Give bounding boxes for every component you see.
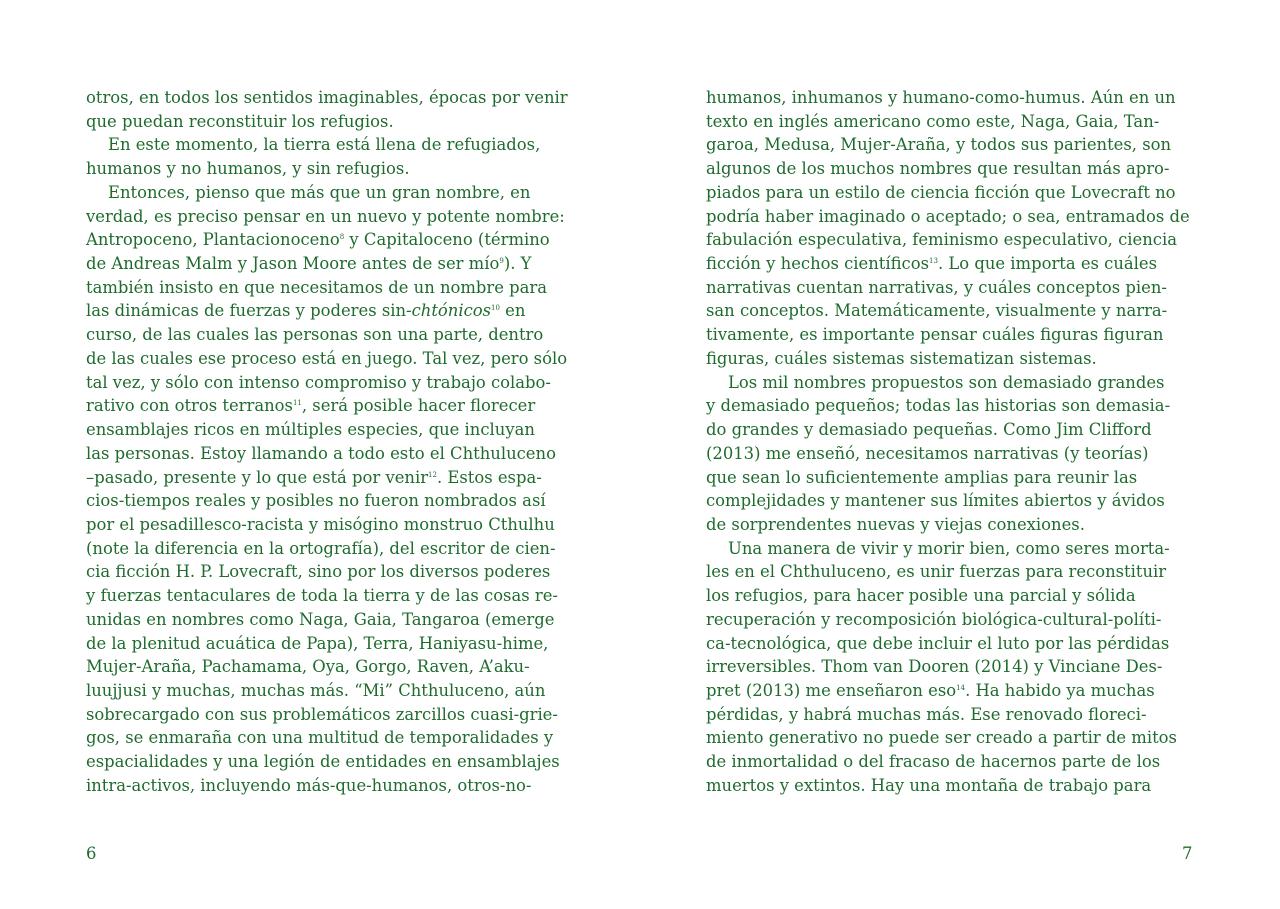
- text-line: En este momento, la tierra está llena de refugiados,: [108, 135, 541, 155]
- text-line: luujjusi y muchas, muchas más. “Mi” Chthuluceno, aún: [86, 680, 546, 700]
- text-line: tivamente, es importante pensar cuáles figuras figuran: [706, 325, 1164, 345]
- text-run: rativo con otros terranos: [86, 396, 293, 416]
- left-page-body: [86, 86, 576, 798]
- text-line: cios-tiempos reales y posibles no fueron nombrados así: [86, 491, 546, 511]
- text-run: –pasado, presente y lo que está por venir: [86, 467, 429, 487]
- text-line: unidas en nombres como Naga, Gaia, Tangaroa (emerge: [86, 609, 555, 629]
- text-line: humanos y no humanos, y sin refugios.: [86, 159, 410, 179]
- text-line: espacialidades y una legión de entidades en ensamblajes: [86, 752, 560, 772]
- text-line: sobrecargado con sus problemáticos zarcillos cuasi-grie-: [86, 704, 558, 724]
- text-line: Los mil nombres propuestos son demasiado grandes: [728, 372, 1165, 392]
- text-line: de inmortalidad o del fracaso de hacernos parte de los: [706, 752, 1161, 772]
- text-line: verdad, es preciso pensar en un nuevo y potente nombre:: [86, 206, 565, 226]
- text-line: [86, 394, 576, 418]
- text-line: curso, de las cuales las personas son una parte, dentro: [86, 325, 544, 345]
- text-line: Entonces, pienso que más que un gran nombre, en: [108, 182, 531, 202]
- text-line: podría haber imaginado o aceptado; o sea, entramados de: [706, 206, 1190, 226]
- text-line: fabulación especulativa, feminismo especulativo, ciencia: [706, 230, 1177, 250]
- text-line: les en el Chthuluceno, es unir fuerzas para reconstituir: [706, 562, 1167, 582]
- text-line: [86, 466, 576, 490]
- text-line: narrativas cuentan narrativas, y cuáles conceptos pien-: [706, 277, 1167, 297]
- text-line: algunos de los muchos nombres que resultan más apro-: [706, 159, 1170, 179]
- text-line: las personas. Estoy llamando a todo esto el Chthuluceno: [86, 443, 556, 463]
- text-run: pret (2013) me enseñaron eso: [706, 680, 957, 700]
- text-line: y fuerzas tentaculares de toda la tierra y de las cosas re-: [86, 586, 558, 606]
- text-line: [86, 299, 576, 323]
- text-line: [706, 679, 1196, 703]
- text-line: pérdidas, y habrá muchas más. Ese renovado floreci-: [706, 704, 1147, 724]
- right-page-body: [706, 86, 1196, 798]
- footnote-ref: 10: [491, 304, 500, 313]
- text-line: recuperación y recomposición biológica-cultural-políti-: [706, 609, 1162, 629]
- footnote-ref: 12: [428, 470, 437, 479]
- text-run: ficción y hechos científicos: [706, 254, 930, 274]
- text-line: por el pesadillesco-racista y misógino monstruo Cthulhu: [86, 514, 555, 534]
- text-run: de Andreas Malm y Jason Moore antes de ser mío: [86, 254, 500, 274]
- text-line: garoa, Medusa, Mujer-Araña, y todos sus parientes, son: [706, 135, 1172, 155]
- text-run: ). Y: [503, 254, 532, 274]
- text-line: figuras, cuáles sistemas sistematizan sistemas.: [706, 348, 1097, 368]
- text-run: . Estos espa-: [436, 467, 542, 487]
- text-line: que puedan reconstituir los refugios.: [86, 111, 394, 131]
- text-line: humanos, inhumanos y humano-como-humus. Aún en un: [706, 88, 1176, 107]
- text-line: Una manera de vivir y morir bien, como seres morta-: [728, 538, 1170, 558]
- text-line: Mujer-Araña, Pachamama, Oya, Gorgo, Raven, A’aku-: [86, 657, 530, 677]
- footnote-ref: 14: [956, 683, 966, 692]
- text-line: gos, se enmaraña con una multitud de temporalidades y: [86, 728, 554, 748]
- text-run: en: [499, 301, 526, 321]
- text-line: de la plenitud acuática de Papa), Terra, Haniyasu-hime,: [86, 633, 549, 653]
- text-line: cia ficción H. P. Lovecraft, sino por los diversos poderes: [86, 562, 551, 582]
- text-line: complejidades y mantener sus límites abiertos y ávidos: [706, 491, 1165, 511]
- text-line: intra-activos, incluyendo más-que-humanos, otros-no-: [86, 775, 532, 795]
- text-line: de sorprendentes nuevas y viejas conexiones.: [706, 514, 1085, 534]
- text-line: miento generativo no puede ser creado a partir de mitos: [706, 728, 1177, 748]
- text-line: [86, 252, 576, 276]
- footnote-ref: 8: [339, 233, 345, 242]
- italic-term: chtónicos: [411, 301, 492, 321]
- footnote-ref: 13: [929, 257, 938, 266]
- text-line: los refugios, para hacer posible una parcial y sólida: [706, 586, 1136, 606]
- text-line: piados para un estilo de ciencia ficción que Lovecraft no: [706, 182, 1176, 202]
- footnote-ref: 11: [292, 399, 302, 408]
- left-page-number: 6: [86, 844, 97, 863]
- text-run: y Capitaloceno (término: [344, 230, 550, 250]
- text-run: , será posible hacer florecer: [301, 396, 536, 416]
- text-line: texto en inglés americano como este, Naga, Gaia, Tan-: [706, 111, 1160, 131]
- text-line: también insisto en que necesitamos de un nombre para: [86, 277, 548, 297]
- text-line: tal vez, y sólo con intenso compromiso y trabajo colabo-: [86, 372, 551, 392]
- right-page-number: 7: [1182, 844, 1193, 863]
- text-run: . Lo que importa es cuáles: [937, 254, 1158, 274]
- text-run: las dinámicas de fuerzas y poderes sin-: [86, 301, 412, 321]
- text-run: Antropoceno, Plantacionoceno: [86, 230, 340, 250]
- text-line: (note la diferencia en la ortografía), del escritor de cien-: [86, 538, 556, 558]
- text-line: (2013) me enseñó, necesitamos narrativas (y teorías): [706, 443, 1149, 463]
- text-line: san conceptos. Matemáticamente, visualmente y narra-: [706, 301, 1168, 321]
- text-line: [706, 252, 1196, 276]
- text-line: de las cuales ese proceso está en juego. Tal vez, pero sólo: [86, 348, 568, 368]
- text-line: ca-tecnológica, que debe incluir el luto por las pérdidas: [706, 633, 1170, 653]
- footnote-ref: 9: [499, 257, 504, 266]
- text-line: otros, en todos los sentidos imaginables, épocas por venir: [86, 88, 568, 107]
- text-line: irreversibles. Thom van Dooren (2014) y Vinciane Des-: [706, 657, 1163, 677]
- text-line: ensamblajes ricos en múltiples especies, que incluyan: [86, 420, 535, 440]
- text-line: [86, 228, 576, 252]
- text-line: y demasiado pequeños; todas las historias son demasia-: [706, 396, 1171, 416]
- text-run: . Ha habido ya muchas: [965, 680, 1155, 700]
- text-line: que sean lo suficientemente amplias para reunir las: [706, 467, 1138, 487]
- text-line: do grandes y demasiado pequeñas. Como Jim Clifford: [706, 420, 1152, 440]
- text-line: muertos y extintos. Hay una montaña de trabajo para: [706, 775, 1152, 795]
